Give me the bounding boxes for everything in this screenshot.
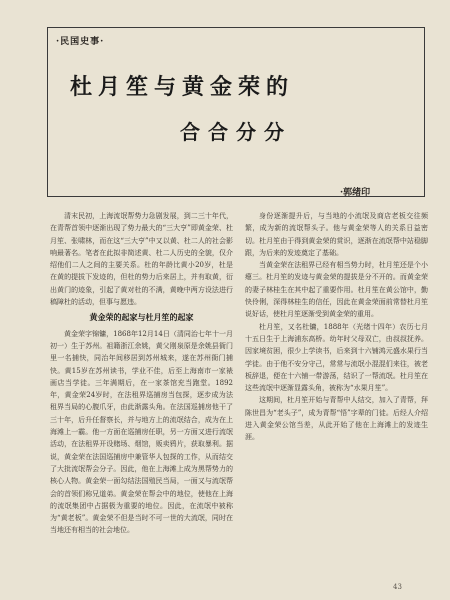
right-column — [245, 210, 428, 444]
author-byline: ·郭绪印 — [340, 188, 371, 198]
title-frame — [47, 27, 425, 197]
body-paragraph: 身份逐渐提升后，与当地的小流氓及商店老板交往频繁，成为新的流氓帮头子。他与黄金荣等人的关系日益密切。杜月笙由于得到黄金荣的赏识，逐渐在流氓帮中站稳脚跟，为后来的发迹奠定了基础。 — [245, 212, 428, 257]
body-paragraph: 黄金荣字锦镛，1868年12月14日（清同治七年十一月初一）生于苏州。祖籍浙江余姚，黄父刚泉原是余姚县衙门里一名捕快，同治年间移居到苏州城来，遂在苏州衙门捕快。黄15岁在苏州读书，学业不佳，后至上海南市一家裱画店当学徒。三年满期后，在一家茶馆充当跑堂。1892年，黄金荣24岁时，在法租界巡捕房当包探，逐步成为法租界当局的心腹爪牙，由此渐露头角。在法国巡捕房他干了三十年，后升任督察长，并与地方上的流氓结合，成为在上海滩上一霸。他一方面在巡捕房任职，另一方面又进行流氓活动，在法租界开设赌场、烟馆，贩卖鸦片，获取暴利。据说，黄金荣在法国巡捕房中兼管华人包探的工作，从而结交了大批流氓帮会分子。因此，他在上海滩上成为黑帮势力的核心人物。黄金荣一面勾结法国殖民当局，一面又与流氓帮会的首领们称兄道弟。黄金荣在帮会中的地位，使他在上海的流氓集团中占据极为重要的地位。因此，在流氓中被称为“黄老板”。黄金荣不但是当时不可一世的大流氓，同时在当地还有相当的社会地位。 — [50, 329, 233, 535]
left-column — [50, 210, 233, 537]
body-paragraph: 这期间，杜月笙开始与青帮中人结交，加入了青帮，拜陈世昌为“老头子”，成为青帮“悟”字辈的门徒。后经人介绍进入黄金荣公馆当差，从此开始了他在上海滩上的发迹生涯。 — [245, 396, 428, 442]
section-subheading: 黄金荣的起家与杜月笙的起家 — [89, 312, 194, 323]
body-paragraph: 当黄金荣在法租界已经有相当势力时，杜月笙还是个小瘪三。杜月笙的发迹与黄金荣的提拔是分不开的。而黄金荣的妻子林桂生在其中起了重要作用。杜月笙在黄公馆中，勤快伶俐，深得林桂生的信任，因此在黄金荣面前常替杜月笙说好话，使杜月笙逐渐受到黄金荣的重用。 — [245, 261, 428, 319]
article-title-line1: 杜月笙与黄金荣的 — [70, 74, 295, 100]
page-number: 43 — [393, 583, 402, 591]
column-tag: ·民国史事· — [56, 37, 105, 47]
article-title-line2: 合合分分 — [180, 120, 292, 144]
body-paragraph: 杜月笙，又名杜镛，1888年（光绪十四年）农历七月十五日生于上海浦东高桥。幼年时父母双亡，由叔叔抚养。因家境贫困，很少上学读书，后来到十六铺鸿元盛水果行当学徒。由于他不安分守己，常常与流氓小混混们来往，被老板辞退，便在十六铺一带游荡，结识了一帮流氓。杜月笙在这些流氓中逐渐显露头角，被称为“水果月笙”。 — [245, 322, 428, 393]
intro-paragraph: 清末民初，上海流氓帮势力急剧发展，到二三十年代，在青帮首领中逐渐出现了势力最大的“三大亨”即黄金荣、杜月笙、张啸林，而在这“三大亨”中又以黄、杜二人的社会影响最著名。笔者在此拟非简述黄、杜二人历史的全貌，仅介绍他们二人之间的主要关系。杜的年龄比黄小20岁，杜是在黄的提拔下发迹的，但杜的势力后来居上，并有取黄，衍出黄门的迹象，引起了黄对杜的不满，黄晚中两方设法进行稿障杜的活动，但事与愿违。 — [50, 212, 233, 307]
